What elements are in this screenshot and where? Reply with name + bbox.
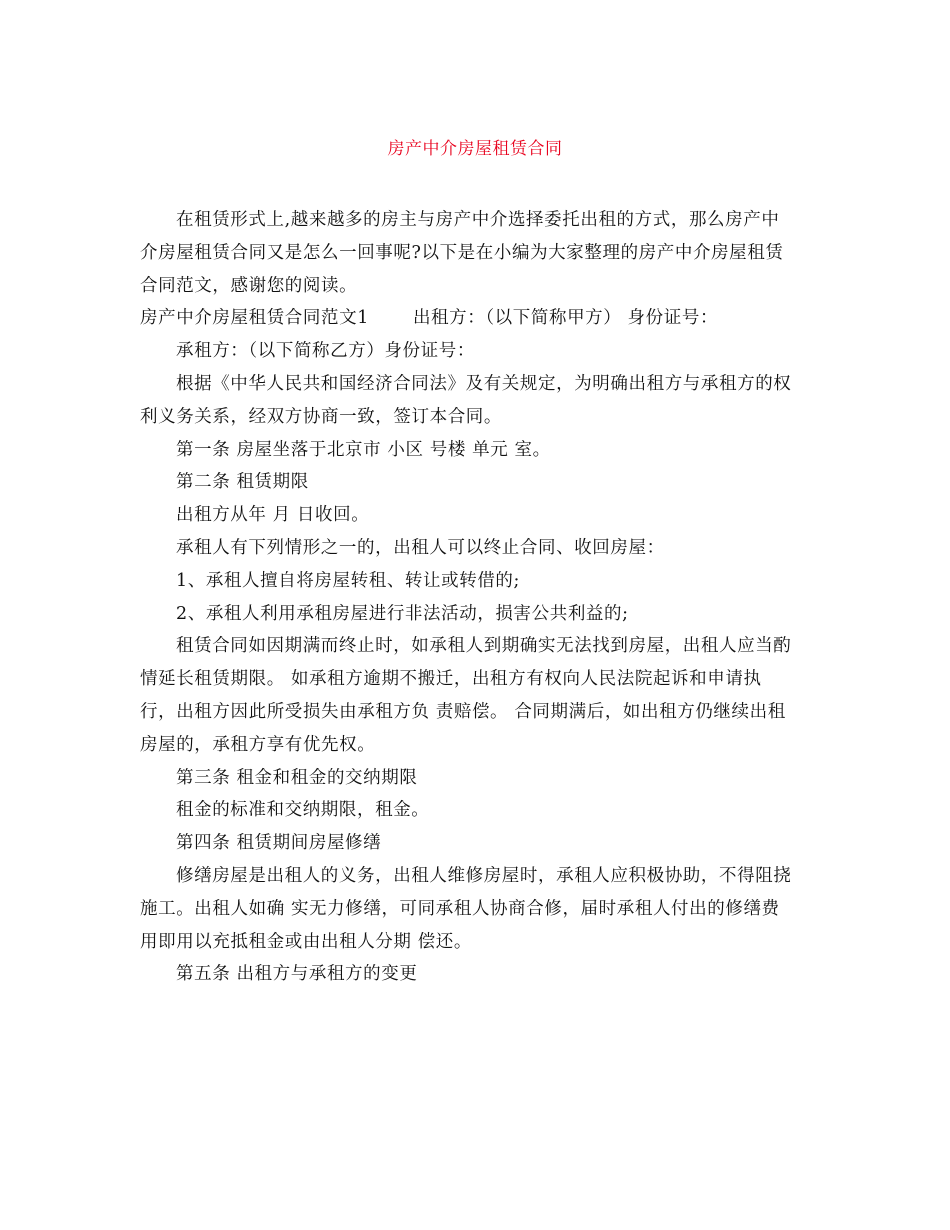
document-body [140,204,820,991]
article-4-line-3: 用即用以充抵租金或由出租人分期 偿还。 [140,931,472,952]
basis-line-2: 利义务关系，经双方协商一致，签订本合同。 [140,406,502,427]
intro-line-1: 在租赁形式上,越来越多的房主与房产中介选择委托出租的方式，那么房产中 [176,210,780,230]
condition-item-1: 1、承租人擅自将房屋转租、转让或转借的; [176,570,521,591]
lessor-field: 出租方：（以下简称甲方） 身份证号： [412,308,719,329]
sample-heading-line [140,302,820,335]
condition-item-2: 2、承租人利用承租房屋进行非法活动，损害公共利益的; [176,603,629,624]
expiry-line-4: 房屋的，承租方享有优先权。 [140,734,376,755]
article-3-heading: 第三条 租金和租金的交纳期限 [176,767,418,788]
expiry-line-3: 行，出租方因此所受损失由承租方负 责赔偿。 合同期满后，如出租方仍继续出租 [140,701,786,722]
article-4-line-1: 修缮房屋是出租人的义务，出租人维修房屋时，承租人应积极协助，不得阻挠 [176,865,792,886]
lessee-field: 承租方：（以下简称乙方）身份证号： [176,341,475,362]
sample-heading: 房产中介房屋租赁合同范文1 [140,308,369,329]
basis-line-1: 根据《中华人民共和国经济合同法》及有关规定，为明确出租方与承租方的权 [176,373,792,394]
article-2-heading: 第二条 租赁期限 [176,472,309,493]
article-1: 第一条 房屋坐落于北京市 小区 号楼 单元 室。 [176,439,551,460]
article-4-line-2: 施工。出租人如确 实无力修缮，可同承租人协商合修，届时承租人付出的修缮费 [140,898,780,919]
document-title: 房产中介房屋租赁合同 [387,139,563,159]
article-4-heading: 第四条 租赁期间房屋修缮 [176,833,382,854]
expiry-line-1: 租赁合同如因期满而终止时，如承租人到期确实无法找到房屋，出租人应当酌 [176,636,792,657]
article-3-line-1: 租金的标准和交纳期限，租金。 [176,800,430,821]
article-2-line-2: 承租人有下列情形之一的，出租人可以终止合同、收回房屋： [176,537,665,558]
article-2-line-1: 出租方从年 月 日收回。 [176,505,370,526]
intro-line-3: 合同范文，感谢您的阅读。 [140,275,358,296]
intro-line-2: 介房屋租赁合同又是怎么一回事呢?以下是在小编为大家整理的房产中介房屋租赁 [140,242,784,263]
expiry-line-2: 情延长租赁期限。 如承租方逾期不搬迁，出租方有权向人民法院起诉和申请执 [140,669,762,690]
article-5-heading: 第五条 出租方与承租方的变更 [176,964,418,985]
